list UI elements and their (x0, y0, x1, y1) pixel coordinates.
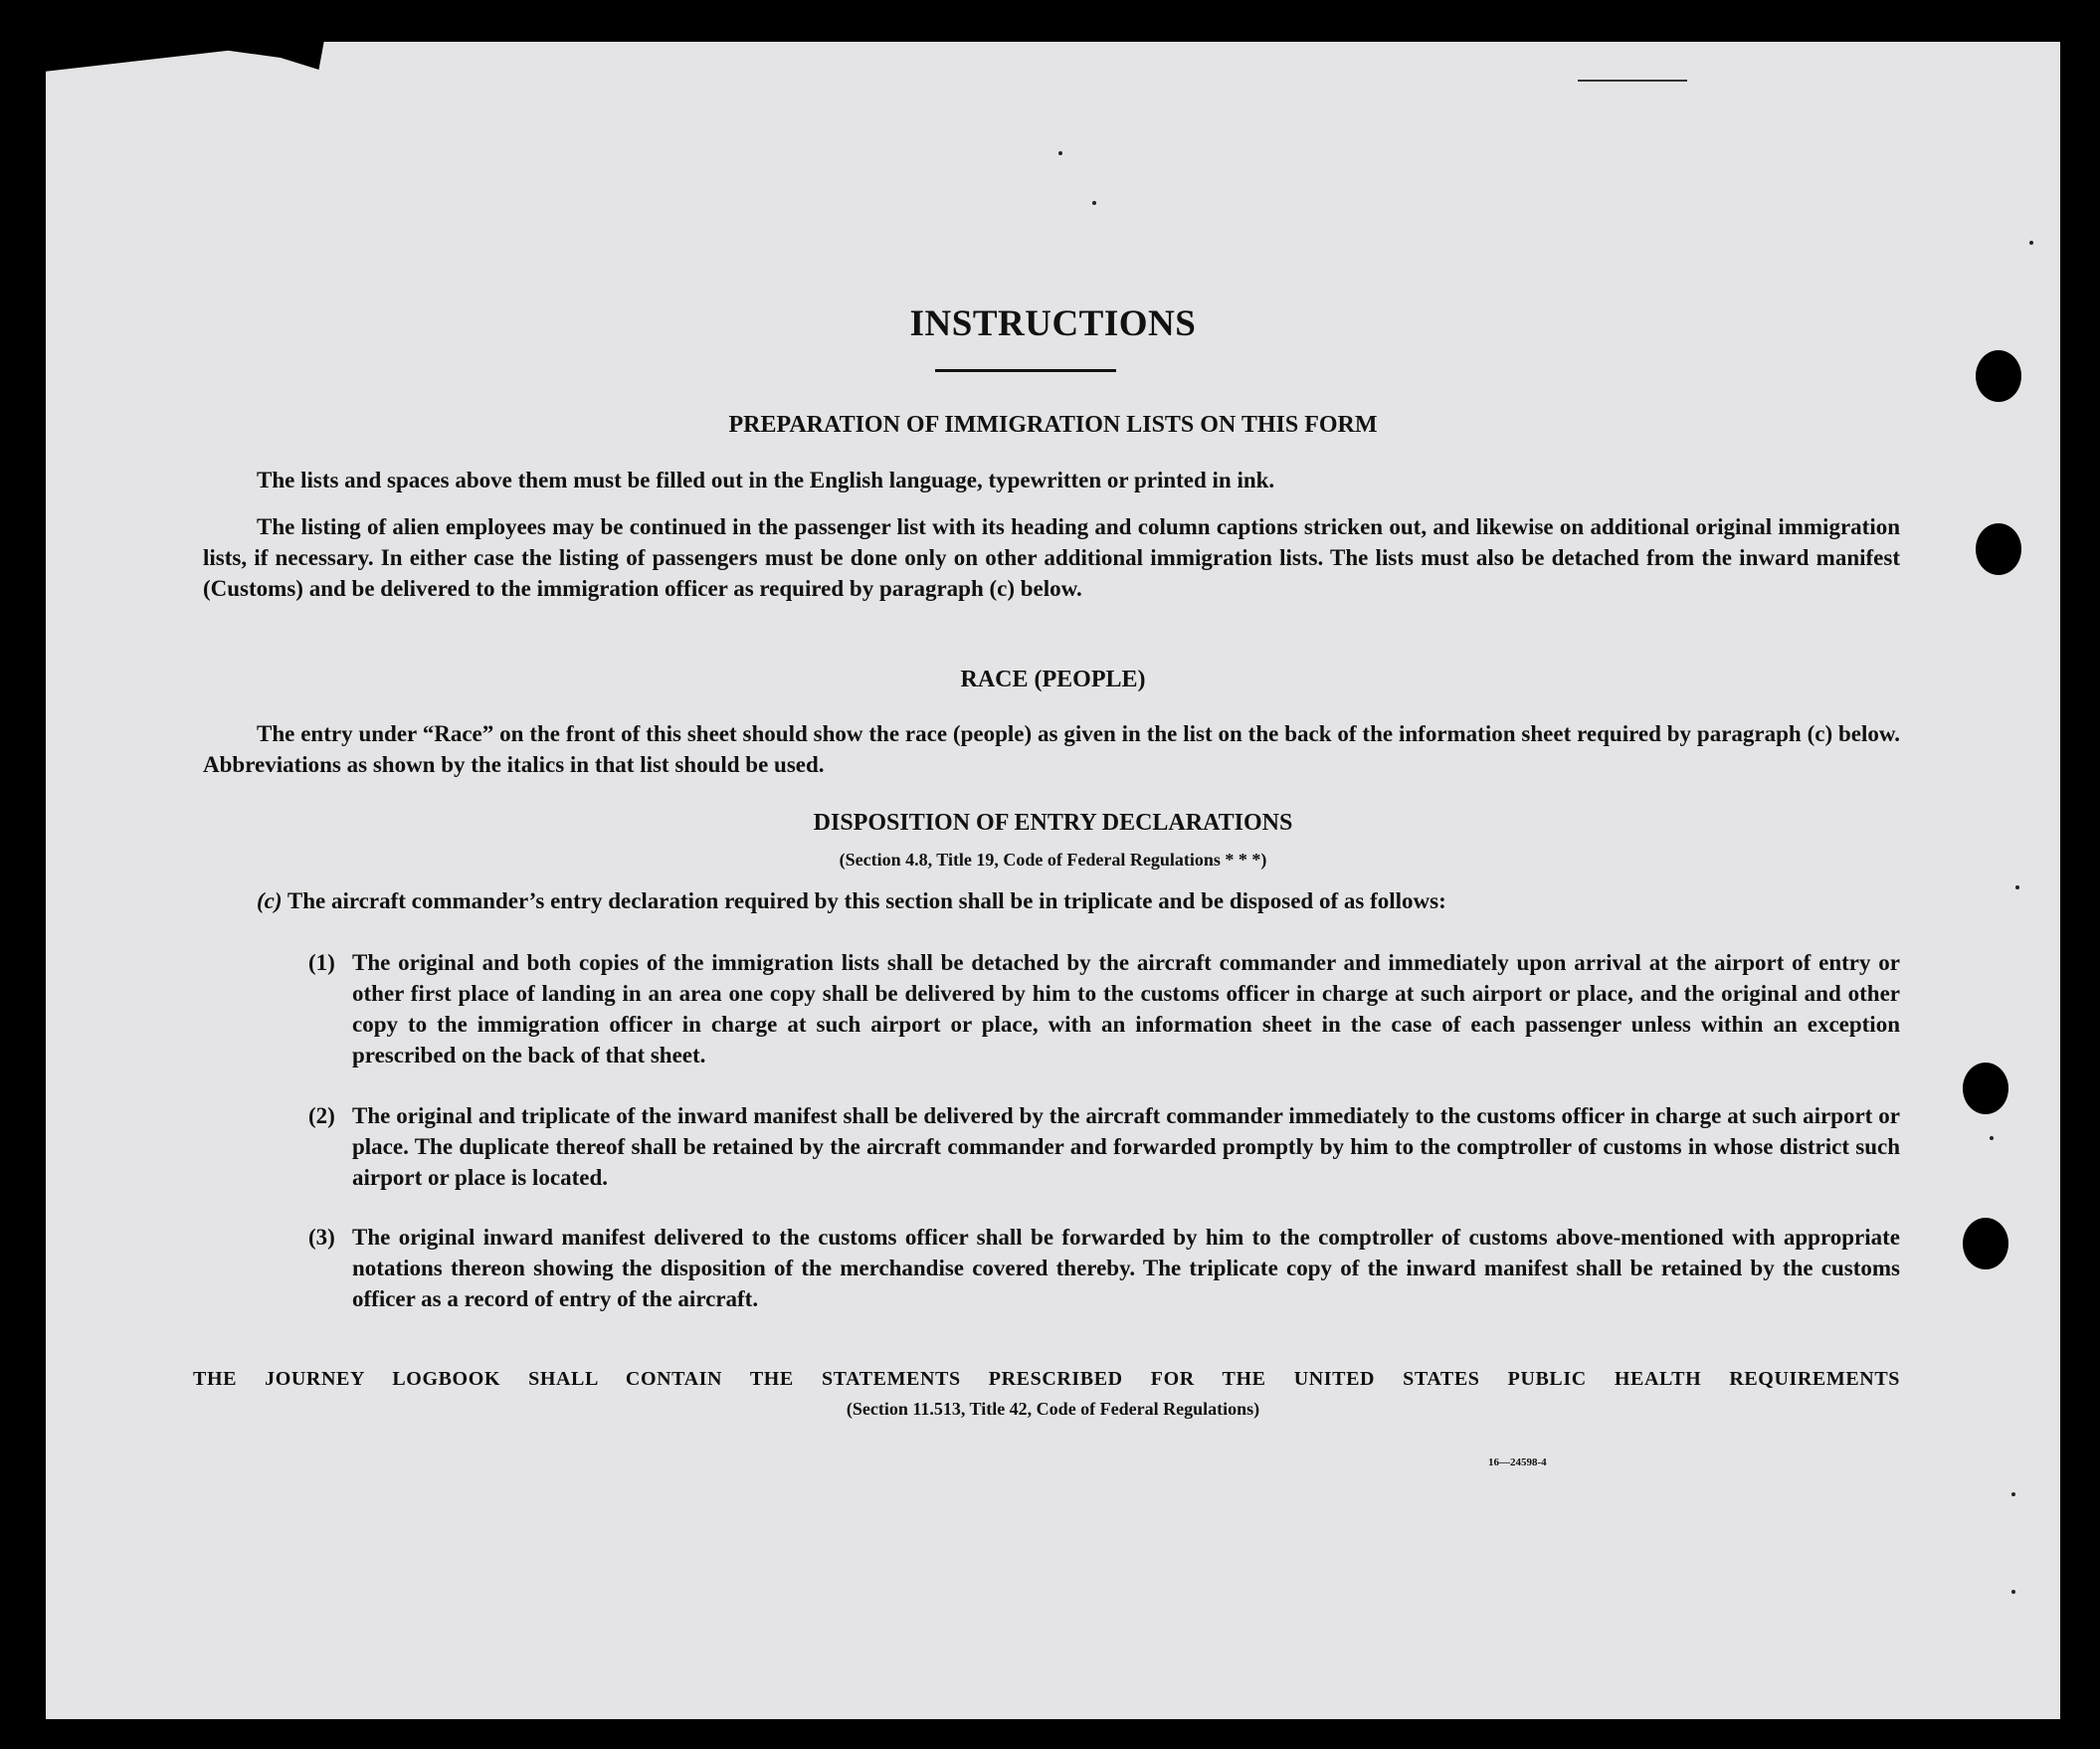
punch-hole (1963, 1218, 2008, 1269)
paragraph-alien-employees: The listing of alien employees may be continued in the passenger list with its heading and column captions stricken out, and likewise on additional original immigration lists, if necessary. In either case the listing of passengers must be done only on other additional immigration lists. The lists must also be detached from the inward manifest (Customs) and be delivered to the immigration officer as required by paragraph (c) below. (203, 514, 1900, 601)
list-item (308, 1100, 1900, 1193)
speck (1990, 1136, 1994, 1140)
speck (2011, 1590, 2015, 1594)
punch-hole (1976, 523, 2021, 575)
list-item-number: (1) (308, 950, 335, 975)
list-item (308, 1222, 1900, 1314)
title-rule (935, 369, 1116, 372)
list-item-text: The original and triplicate of the inward manifest shall be delivered by the aircraft commander immediately to the customs officer in charge at such airport or place. The duplicate thereof shall be retained by the aircraft commander and forwarded promptly by him to the comptroller of customs in whose district such airport or place is located. (352, 1103, 1900, 1190)
speck (1092, 201, 1096, 205)
paragraph-race: The entry under “Race” on the front of this sheet should show the race (people) as given in the list on the back of the information sheet required by paragraph (c) below. Abbreviations as shown by the italics in that list should be used. (203, 721, 1900, 777)
list-item (308, 947, 1900, 1070)
list-item-text: The original and both copies of the immigration lists shall be detached by the aircraft commander and immediately upon arrival at the airport of entry or other first place of landing in an area one copy shall be delivered by him to the customs officer in charge at such airport or place, and the original and other copy to the immigration officer in charge at such airport or place, with an information sheet in the case of each passenger unless within an exception prescribed on the back of that sheet. (352, 950, 1900, 1068)
punch-hole (1976, 350, 2021, 402)
intro-label: (c) (257, 888, 283, 913)
form-number: 16—24598-4 (1488, 1457, 1547, 1468)
section-citation-disposition: (Section 4.8, Title 19, Code of Federal Regulations * * *) (839, 850, 1267, 870)
section-heading-disposition: DISPOSITION OF ENTRY DECLARATIONS (813, 810, 1293, 836)
list-item-number: (2) (308, 1103, 335, 1128)
punch-hole (1963, 1063, 2008, 1114)
speck (2015, 885, 2019, 889)
list-item-number: (3) (308, 1225, 335, 1250)
document-page (46, 42, 2060, 1719)
document-title: INSTRUCTIONS (909, 303, 1197, 344)
speck (2029, 241, 2033, 245)
section-heading-preparation: PREPARATION OF IMMIGRATION LISTS ON THIS FORM (728, 412, 1378, 438)
pen-mark (1578, 80, 1687, 82)
paragraph-c-intro (257, 885, 1898, 916)
speck (2011, 1492, 2015, 1496)
footer-heading: THE JOURNEY LOGBOOK SHALL CONTAIN THE STATEMENTS PRESCRIBED FOR THE UNITED STATES PUBLIC HEALTH REQUIREMENTS (193, 1368, 1900, 1390)
footer-citation: (Section 11.513, Title 42, Code of Federal Regulations) (846, 1399, 1260, 1419)
paragraph-language: The lists and spaces above them must be filled out in the English language, typewritten or printed in ink. (257, 468, 1275, 492)
intro-text: The aircraft commander’s entry declaration required by this section shall be in triplicate and be disposed of as follows: (286, 888, 1446, 913)
section-heading-race: RACE (PEOPLE) (960, 667, 1146, 692)
list-item-text: The original inward manifest delivered to the customs officer shall be forwarded by him to the comptroller of customs above-mentioned with appropriate notations thereon showing the disposition of the merchandise covered thereby. The triplicate copy of the inward manifest shall be retained by the customs officer as a record of entry of the aircraft. (352, 1225, 1900, 1311)
speck (1058, 151, 1062, 155)
